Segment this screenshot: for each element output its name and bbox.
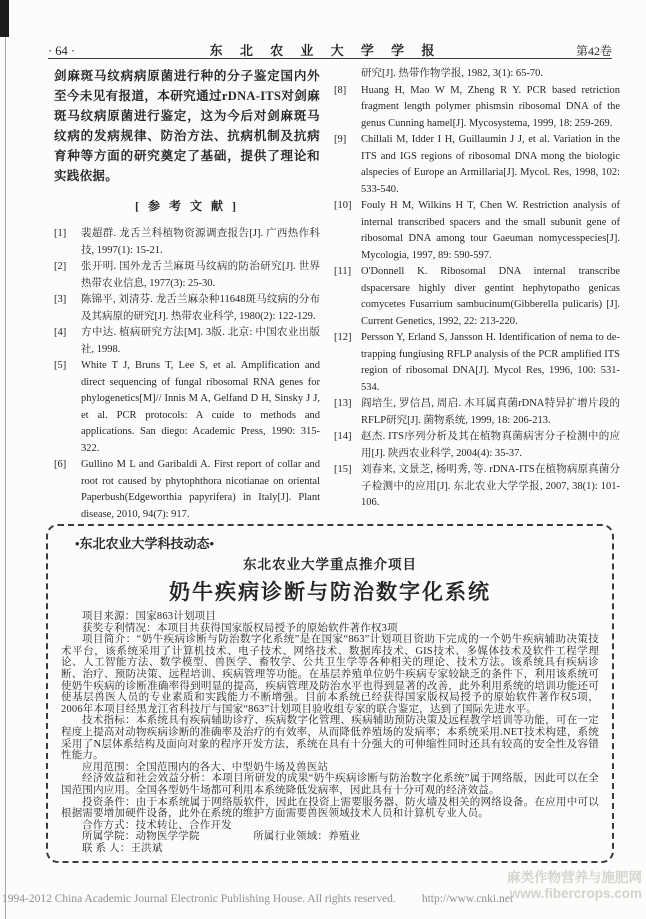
reference-text: Huang H, Mao W M, Zheng R Y. PCR based retriction fragment length polymer phismsin ribosomal DNA of the genus Cunning hamel[J]. Mycosystema, 1999, 18: 259-269. xyxy=(361,84,620,129)
reference-number: [2] xyxy=(54,261,67,272)
reference-item xyxy=(334,429,620,462)
reference-text: Persson Y, Erland S, Jansson H. Identification of nema to de-trapping fungiusing RFLP analysis of the PCR amplified ITS region of ribosomal DNA[J]. Mycol Res, 1996, 100: 531-534. xyxy=(361,332,620,393)
page-number: · 64 · xyxy=(48,44,76,58)
reference-item xyxy=(334,83,620,133)
watermark-site-url: www.fibercrops.com xyxy=(509,886,642,901)
promo-box-body xyxy=(61,611,599,854)
watermark xyxy=(507,870,642,902)
copyright-text: 1994-2012 China Academic Journal Electronic Publishing House. All rights reserved. xyxy=(2,893,396,905)
reference-item xyxy=(54,325,320,358)
promo-paragraph: 获奖专利情况：本项目共获得国家版权局授予的原始软件著作权3项 xyxy=(82,622,398,634)
promo-paragraph: 联 系 人：王洪斌 xyxy=(82,842,163,854)
promo-paragraph: 应用范围：全国范围内的各大、中型奶牛场及兽医站 xyxy=(82,761,329,773)
reference-text: 裴超群. 龙舌兰科植物资源调查报告[J]. 广西热作科技, 1997(1): 15-21. xyxy=(81,228,320,256)
reference-text: 张开明. 国外龙舌兰麻斑马纹病的防治研究[J]. 世界热带农业信息, 1977(3): 25-30. xyxy=(81,261,320,289)
reference-text: 阎培生, 罗信昌, 周启. 木耳属真菌rDNA特异扩增片段的RFLP研究[J]. 菌物系统, 1999, 18: 206-213. xyxy=(361,398,620,426)
reference-text: Gullino M L and Garibaldi A. First report of collar and root rot caused by phytophthora nicotianae on oriental Paperbush(Edgeworthia papyrifera) in Italy[J]. Plant disease, 2010, 94(7): 917. xyxy=(81,459,320,520)
watermark-site-name: 麻类作物营养与施肥网 xyxy=(507,870,642,885)
promo-box xyxy=(46,524,614,863)
reference-number: [13] xyxy=(334,398,352,409)
promo-paragraph: 项目来源：国家863计划项目 xyxy=(82,611,217,622)
reference-number: [11] xyxy=(334,266,352,277)
reference-item xyxy=(54,358,320,457)
references-heading: [ 参 考 文 献 ] xyxy=(135,199,239,213)
reference-item xyxy=(334,462,620,512)
reference-item xyxy=(334,396,620,429)
header-rule xyxy=(48,58,612,59)
reference-text: O'Donnell K. Ribosomal DNA internal transcribe dspacersare highly diver gentint hephytopatho genicas comycetes Fusarrium sambucinum(Gibberella pulicaris) [J]. Current Genetics, 1992, 22: 213-220. xyxy=(361,266,620,327)
reference-carryover-text: 研究[J]. 热带作物学报, 1982, 3(1): 65-70. xyxy=(361,68,543,79)
reference-number: [14] xyxy=(334,431,352,442)
reference-text: 方中达. 植病研究方法[M]. 3版. 北京: 中国农业出版社, 1998. xyxy=(81,327,320,355)
article-body xyxy=(54,66,620,524)
reference-item xyxy=(54,292,320,325)
cnki-url-text: http://www.cnki.net xyxy=(421,893,514,905)
reference-number: [10] xyxy=(334,200,352,211)
promo-paragraph: 所属学院：动物医学学院 所属行业领域：养殖业 xyxy=(82,831,361,843)
left-column xyxy=(54,66,320,524)
promo-box-subtitle: 东北农业大学重点推介项目 xyxy=(243,557,417,572)
reference-item xyxy=(334,132,620,198)
right-column xyxy=(334,66,620,524)
scan-edge-line xyxy=(5,0,6,919)
promo-box-tag: •东北农业大学科技动态• xyxy=(75,536,215,551)
promo-paragraph: 经济效益和社会效益分析：本项目所研发的成果“奶牛疾病诊断与防治数字化系统”属于网络版，因此可以在全国范围内应用。全国各型奶牛场都可利用本系统降低发病率，因此具有十分可观的经济效益。 xyxy=(61,773,599,796)
reference-text: 赵杰. ITS序列分析及其在植物真菌病害分子检测中的应用[J]. 陕西农业科学, 2004(4): 35-37. xyxy=(361,431,620,459)
reference-number: [12] xyxy=(334,332,352,343)
reference-text: White T J, Bruns T, Lee S, et al. Amplification and direct sequencing of fungal ribosomal RNA genes for phylogenetics[M]// Innis M A, Gelfand D H, Sinsky J J, et al. PCR protocols: A cuide to methods and applications. San diego: Academic Press, 1990: 315-322. xyxy=(81,360,320,454)
promo-paragraph: 技术指标：本系统具有疾病辅助诊疗、疾病数字化管理、疾病辅助预防决策及远程教学培训等功能，可在一定程度上提高对动物疾病诊断的准确率及治疗的有效率，从而降低养殖场的发病率；本系统采用.NET技术构建，系统采用了N层体系结构及面向对象的程序开发方法，系统在具有十分强大的可伸缩性同时还具有较高的安全性及容错性能力。 xyxy=(61,715,599,762)
reference-text: 刘春来, 文景芝, 杨明秀, 等. rDNA-ITS在植物病原真菌分子检测中的应用[J]. 东北农业大学学报, 2007, 38(1): 101-106. xyxy=(361,464,620,508)
reference-number: [8] xyxy=(334,84,347,96)
reference-number: [15] xyxy=(334,464,352,475)
reference-item xyxy=(334,330,620,396)
reference-number: [6] xyxy=(54,459,67,470)
references-right-list xyxy=(334,83,620,512)
page-header xyxy=(48,40,612,59)
reference-number: [4] xyxy=(54,327,67,338)
reference-text: Fouly H M, Wilkins H T, Chen W. Restriction analysis of internal transcribed spacers and the small subunit gene of ribosomal DNA among tour Gaeuman nomycesspecies[J]. Mycologia, 1997, 89: 590-597. xyxy=(361,200,620,261)
promo-paragraph: 投资条件：由于本系统属于网络版软件，因此在投资上需要服务器、防火墙及相关的网络设备。在应用中可以根据需要增加硬件设备，此外在系统的维护方面需要兽医领域技术人员和计算机专业人员。 xyxy=(61,796,599,820)
journal-title: 东 北 农 业 大 学 学 报 xyxy=(209,43,442,58)
reference-text: Chillali M, Idder I H, Guillaumin J J, et al. Variation in the ITS and IGS regions of ribosomal DNA mong the biologic alspecies of Europe an Armillaria[J]. Mycol. Res, 1998, 102: 533-540. xyxy=(361,134,620,195)
reference-item xyxy=(54,457,320,523)
intro-paragraph: 剑麻斑马纹病病原菌进行种的分子鉴定国内外至今未见有报道，本研究通过rDNA-ITS对剑麻斑马纹病原菌进行鉴定，这为今后对剑麻斑马纹病的发病规律、防治方法、抗病机制及抗病育种等方面的研究奠定了基础，提供了理论和实践依据。 xyxy=(54,69,320,183)
promo-paragraph: 合作方式：技术转让、合作开发 xyxy=(82,819,232,831)
volume-label: 第42卷 xyxy=(575,44,612,58)
reference-number: [5] xyxy=(54,360,67,371)
promo-paragraph: 项目简介：“奶牛疾病诊断与防治数字化系统”是在国家“863”计划项目资助下完成的一个奶牛疾病辅助决策技术平台，该系统采用了计算机技术、电子技术、网络技术、数据库技术、GIS技术、多媒体技术及软件工程学理论、人工智能方法、数学模型、兽医学、畜牧学、公共卫生学等各种相关的理论、技术方法。该系统具有疾病诊断、治疗、预防决策、远程培训、疾病管理等功能。在基层养殖单位奶牛疾病专家较缺乏的条件下，利用该系统可使奶牛疾病的诊断准确率得到明显的提高，疾病管理及防治水平也得到显著的改善，此外利用系统的培训功能还可使基层兽医人员的专业素质和实践能力不断增强。目前本系统已经获得国家版权局授予的原始软件著作权5项，2006年本项目经黑龙江省科技厅与国家“863”计划项目验收组专家的联合鉴定，达到了国际先进水平。 xyxy=(61,634,599,715)
reference-item xyxy=(334,264,620,330)
reference-number: [3] xyxy=(54,294,67,305)
promo-box-title: 奶牛疾病诊断与防治数字化系统 xyxy=(169,580,491,604)
reference-item xyxy=(334,198,620,264)
references-left-list xyxy=(54,226,320,524)
reference-number: [1] xyxy=(54,228,67,239)
reference-item xyxy=(54,226,320,259)
reference-text: 陈锦平, 刘清芬. 龙舌兰麻杂种11648斑马纹病的分布及其病原的研究[J]. 热带农业科学, 1980(2): 122-129. xyxy=(81,294,320,322)
reference-number: [9] xyxy=(334,134,347,145)
reference-item xyxy=(54,259,320,292)
scan-corner-mark xyxy=(0,0,9,37)
